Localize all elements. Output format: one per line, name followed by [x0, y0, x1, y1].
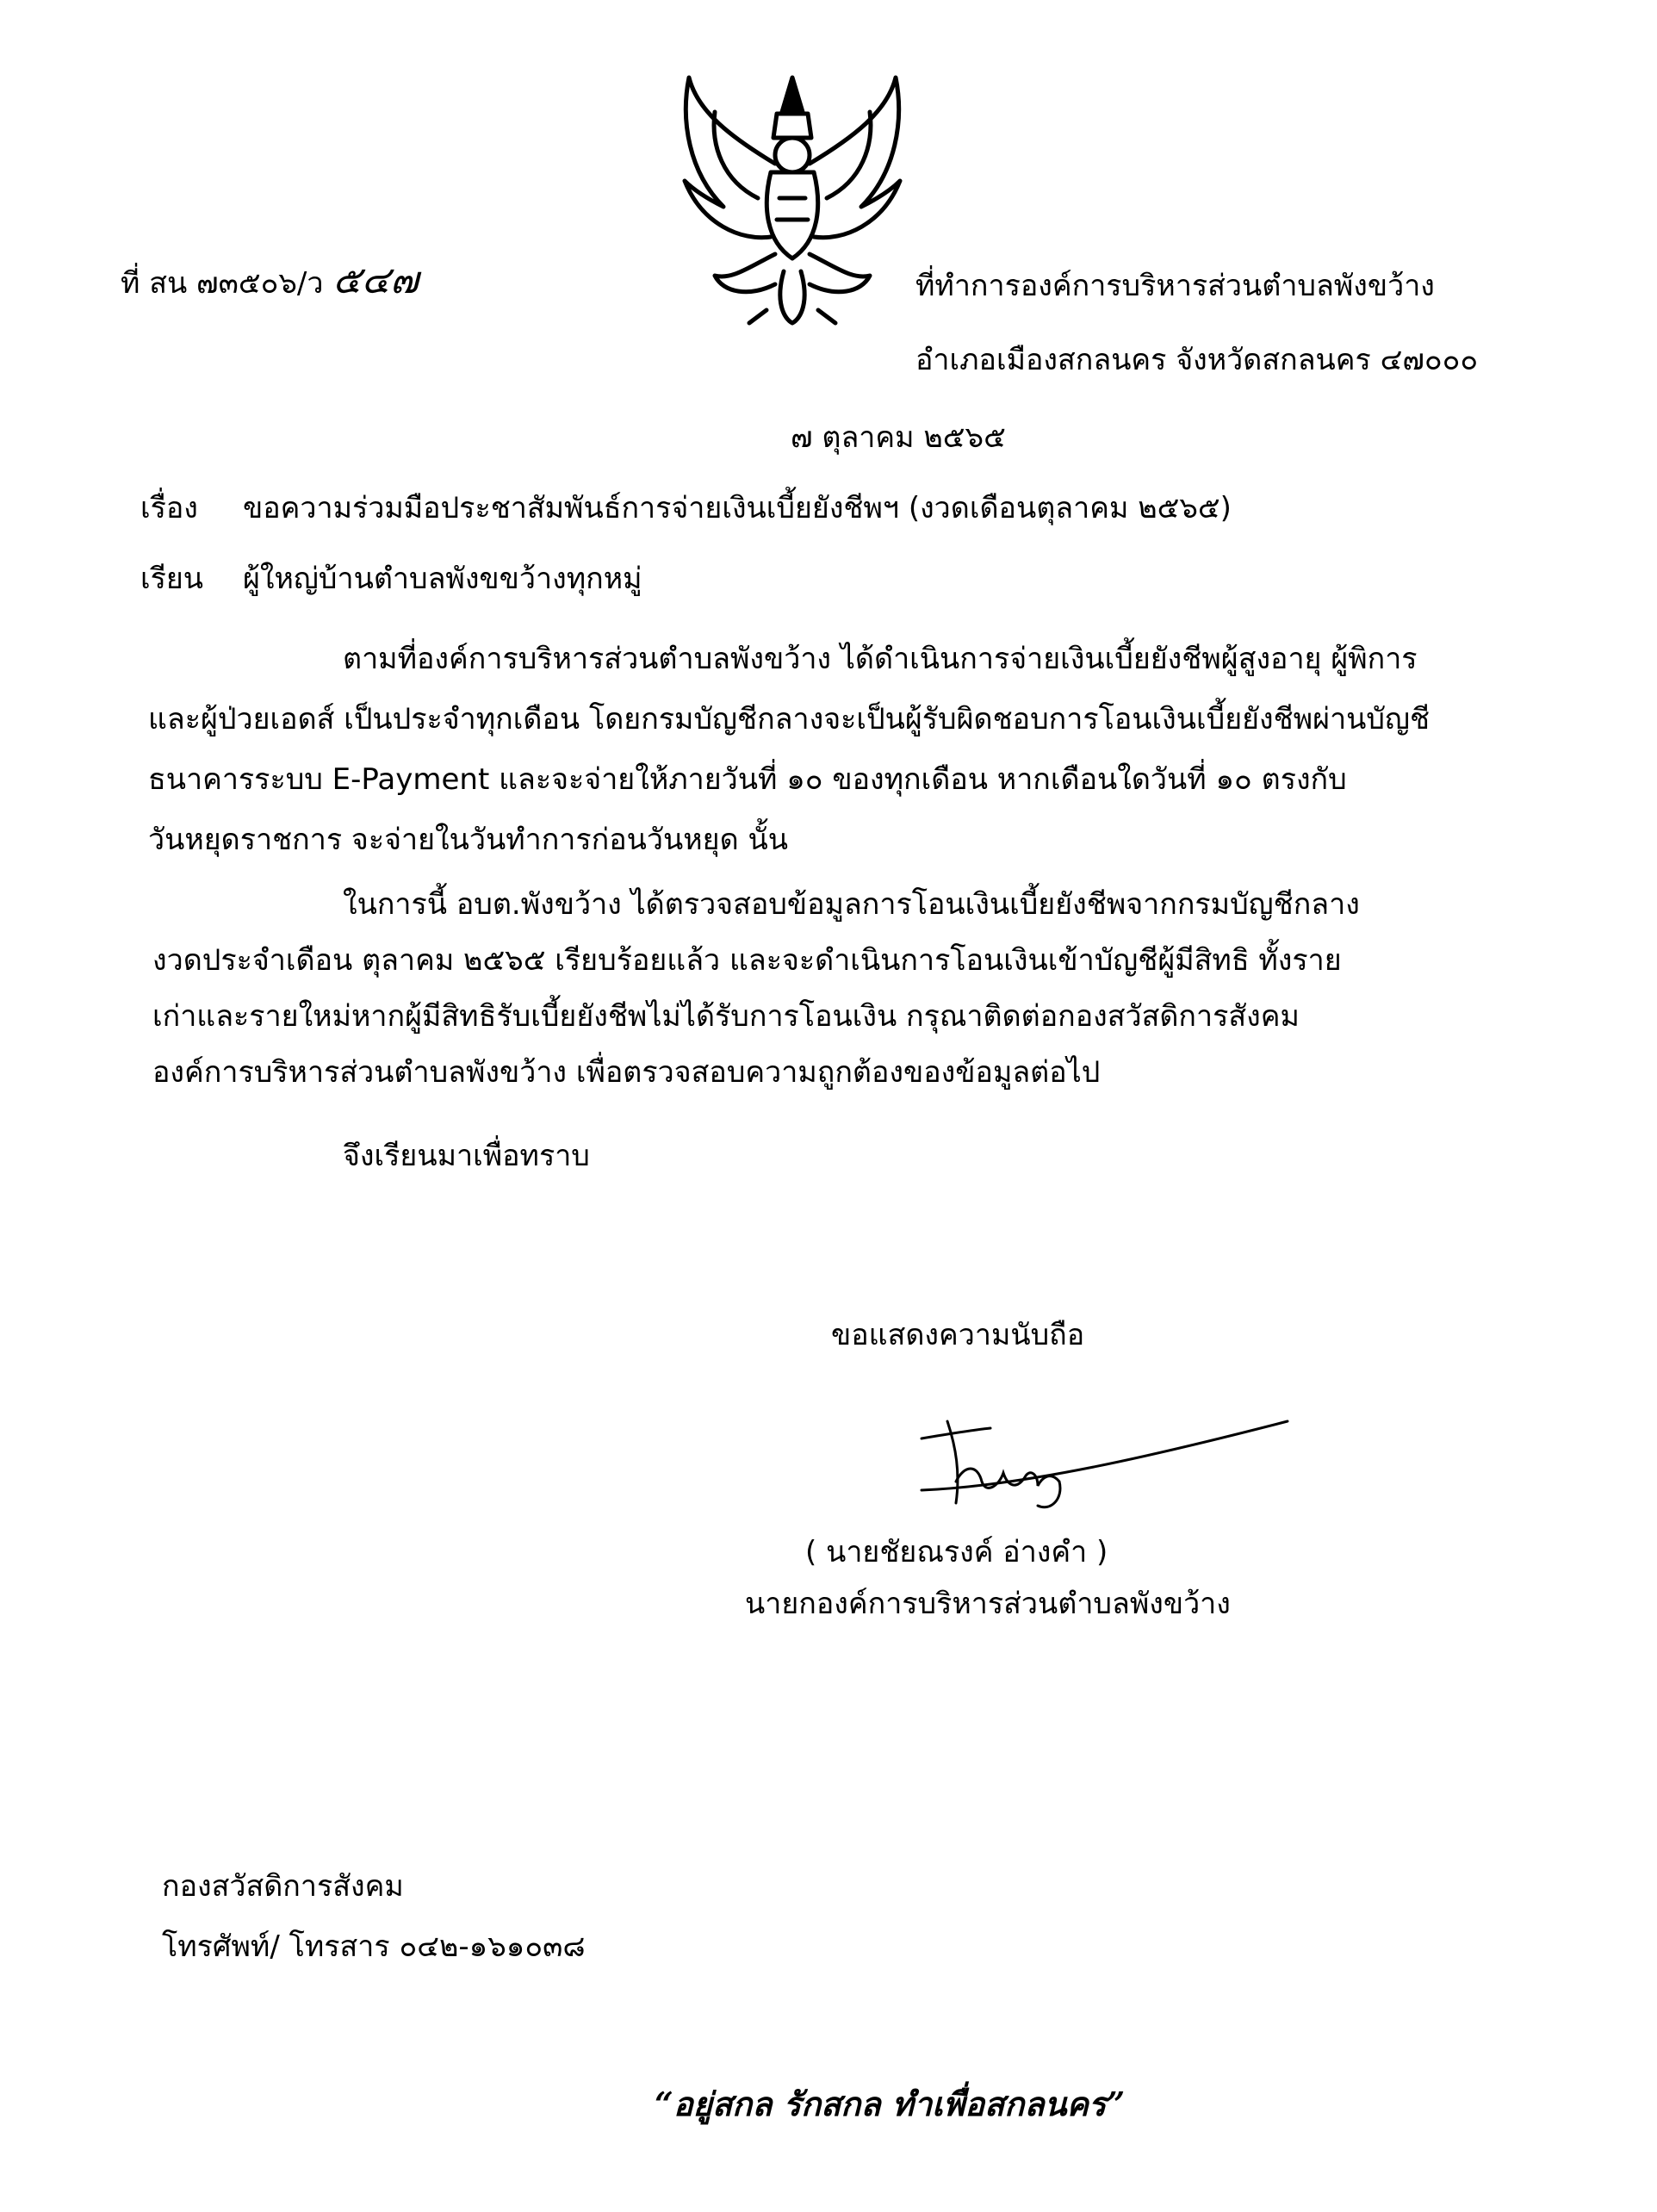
slogan: “อยู่สกล รักสกล ทำเพื่อสกลนคร”	[655, 2085, 1126, 2123]
signatory-position: นายกองค์การบริหารส่วนตำบลพังขว้าง	[745, 1587, 1231, 1621]
paragraph1-line: วันหยุดราชการ จะจ่ายในวันทำการก่อนวันหยุด นั้น	[148, 823, 788, 857]
contact-division: กองสวัสดิการสังคม	[162, 1869, 404, 1904]
paragraph1-line: และผู้ป่วยเอดส์ เป็นประจำทุกเดือน โดยกรมบัญชีกลางจะเป็นผู้รับผิดชอบการโอนเงินเบี้ยยังชีพผ่านบัญชี	[148, 702, 1430, 736]
signatory-name: ( นายชัยณรงค์ อ่างคำ )	[805, 1535, 1108, 1569]
paragraph2-line: ในการนี้ อบต.พังขว้าง ได้ตรวจสอบข้อมูลการโอนเงินเบี้ยยังชีพจากกรมบัญชีกลาง	[343, 887, 1360, 922]
paragraph2-line: องค์การบริหารส่วนตำบลพังขว้าง เพื่อตรวจสอบความถูกต้องของข้อมูลต่อไป	[152, 1055, 1101, 1090]
recipient-label: เรียน	[140, 562, 204, 596]
office-address-line1: ที่ทำการองค์การบริหารส่วนตำบลพังขว้าง	[915, 269, 1435, 303]
closing-request: จึงเรียนมาเพื่อทราบ	[343, 1139, 590, 1173]
letter-date: ๗ ตุลาคม ๒๕๖๕	[791, 420, 1006, 455]
subject-text: ขอความร่วมมือประชาสัมพันธ์การจ่ายเงินเบี้ยยังชีพฯ (งวดเดือนตุลาคม ๒๕๖๕)	[243, 491, 1232, 525]
signature	[896, 1404, 1309, 1525]
garuda-emblem-icon	[663, 60, 922, 336]
contact-phone: โทรศัพท์/ โทรสาร ๐๔๒-๑๖๑๐๓๘	[162, 1929, 586, 1964]
reference-prefix: ที่ สน ๗๓๕๐๖/ว	[121, 266, 324, 301]
reference-handwritten-number: ๕๔๗	[332, 258, 419, 302]
closing-phrase: ขอแสดงความนับถือ	[831, 1318, 1085, 1352]
recipient-text: ผู้ใหญ่บ้านตำบลพังขขว้างทุกหมู่	[243, 562, 642, 596]
paragraph2-line: งวดประจำเดือน ตุลาคม ๒๕๖๕ เรียบร้อยแล้ว และจะดำเนินการโอนเงินเข้าบัญชีผู้มีสิทธิ ทั้งราย	[152, 943, 1342, 978]
paragraph1-line: ธนาคารระบบ E-Payment และจะจ่ายให้ภายวันที่ ๑๐ ของทุกเดือน หากเดือนใดวันที่ ๑๐ ตรงกับ	[148, 762, 1347, 797]
paragraph2-line: เก่าและรายใหม่หากผู้มีสิทธิรับเบี้ยยังชีพไม่ได้รับการโอนเงิน กรุณาติดต่อกองสวัสดิการสังคม	[152, 999, 1300, 1034]
office-address-line2: อำเภอเมืองสกลนคร จังหวัดสกลนคร ๔๗๐๐๐	[915, 343, 1479, 377]
reference-number	[121, 258, 419, 304]
paragraph1-line: ตามที่องค์การบริหารส่วนตำบลพังขว้าง ได้ดำเนินการจ่ายเงินเบี้ยยังชีพผู้สูงอายุ ผู้พิการ	[343, 642, 1418, 676]
subject-label: เรื่อง	[140, 491, 198, 525]
